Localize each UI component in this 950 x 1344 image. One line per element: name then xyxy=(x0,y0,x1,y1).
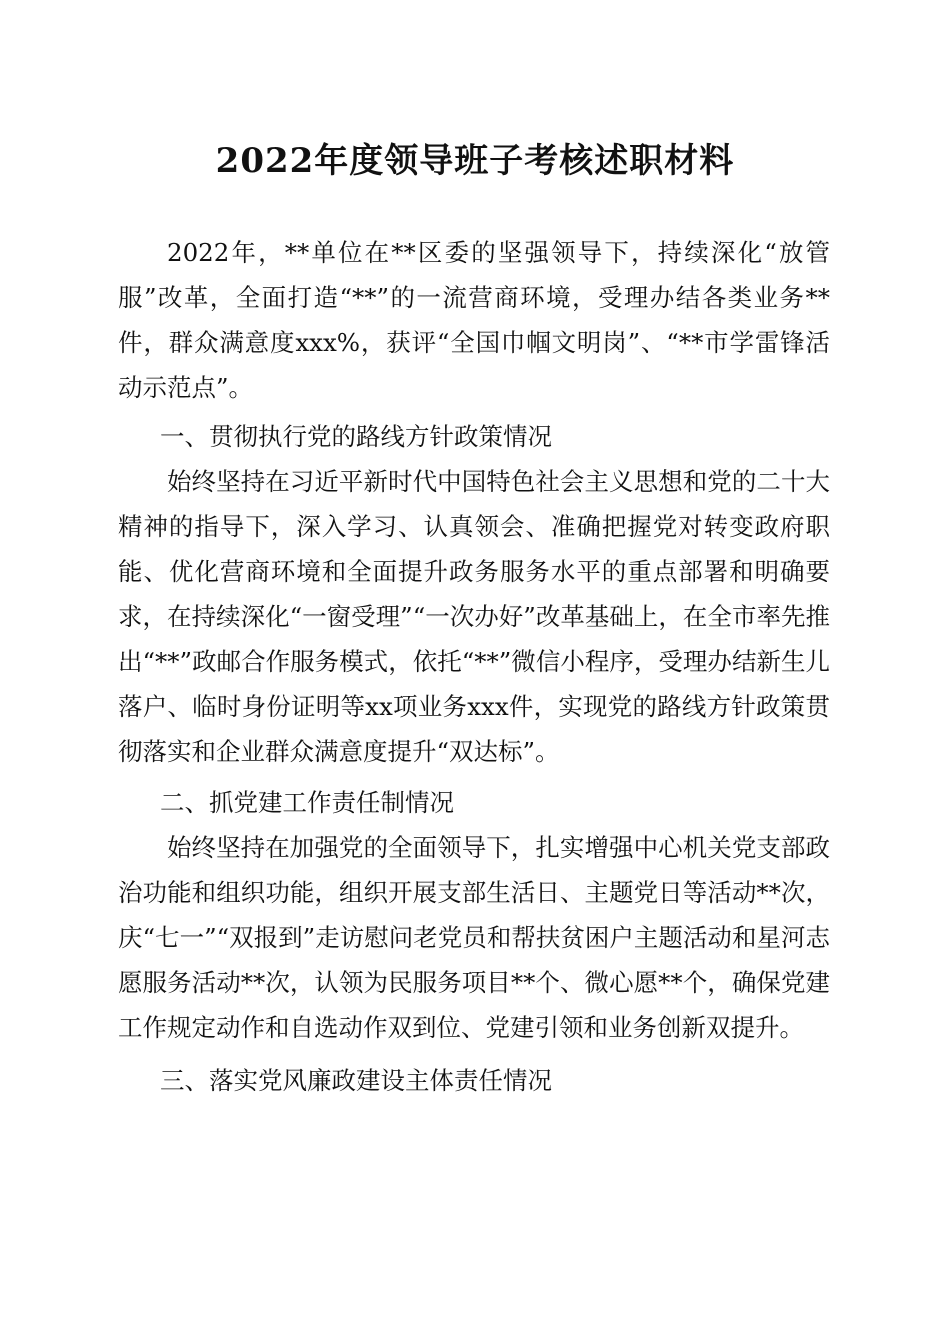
section-1-paragraph: 始终坚持在习近平新时代中国特色社会主义思想和党的二十大精神的指导下，深入学习、认真领会、准确把握党对转变政府职能、优化营商环境和全面提升政务服务水平的重点部署和明确要求，在持续深化“一窗受理”“一次办好”改革基础上，在全市率先推出“**”政邮合作服务模式，依托“**”微信小程序，受理办结新生儿落户、临时身份证明等xx项业务xxx件，实现党的路线方针政策贯彻落实和企业群众满意度提升“双达标”。 xyxy=(118,467,830,766)
intro-paragraph: 2022年，**单位在**区委的坚强领导下，持续深化“放管服”改革，全面打造“**”的一流营商环境，受理办结各类业务**件，群众满意度xxx%，获评“全国巾帼文明岗”、“**市学雷锋活动示范点”。 xyxy=(118,238,830,402)
document-title: 2022年度领导班子考核述职材料 xyxy=(215,141,735,181)
section-2-paragraph: 始终坚持在加强党的全面领导下，扎实增强中心机关党支部政治功能和组织功能，组织开展支部生活日、主题党日等活动**次，庆“七一”“双报到”走访慰问老党员和帮扶贫困户主题活动和星河志愿服务活动**次，认领为民服务项目**个、微心愿**个，确保党建工作规定动作和自选动作双到位、党建引领和业务创新双提升。 xyxy=(118,833,830,1042)
section-1-heading: 一、贯彻执行党的路线方针政策情况 xyxy=(160,422,552,451)
section-2-heading: 二、抓党建工作责任制情况 xyxy=(160,788,454,817)
section-3-heading: 三、落实党风廉政建设主体责任情况 xyxy=(160,1066,552,1095)
document-body xyxy=(118,230,830,1103)
